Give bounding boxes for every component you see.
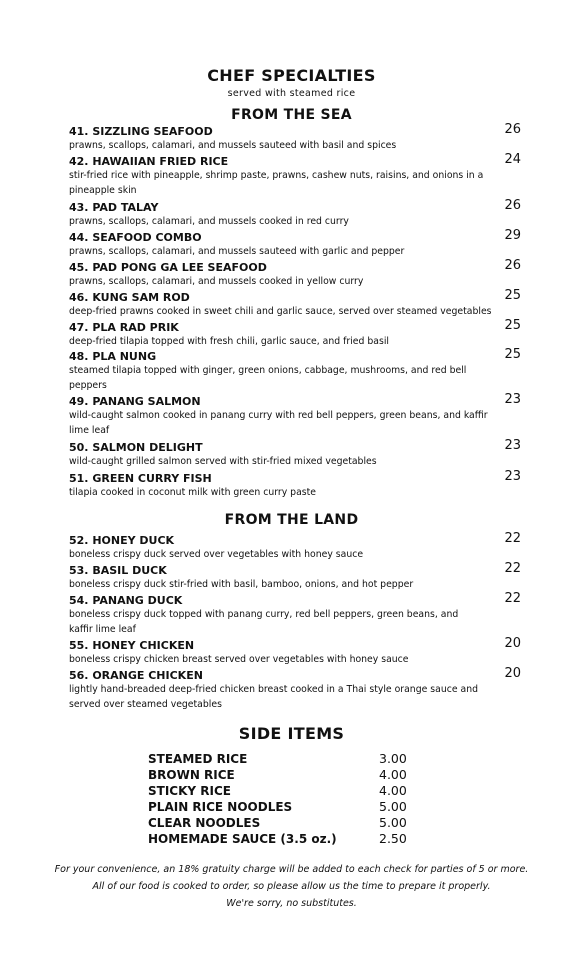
menu-item-desc: tilapia cooked in coconut milk with green curry paste xyxy=(69,487,316,498)
page-subtitle: served with steamed rice xyxy=(227,88,356,99)
menu-item-name: 49. PANANG SALMON xyxy=(69,395,201,408)
menu-item-price: 26 xyxy=(504,198,521,213)
footer-no-substitutes-note: We're sorry, no substitutes. xyxy=(226,898,357,909)
menu-item xyxy=(69,349,521,393)
menu-item-name: 41. SIZZLING SEAFOOD xyxy=(69,125,213,138)
menu-item xyxy=(69,471,521,501)
menu-item-desc: lightly hand-breaded deep-fried chicken breast cooked in a Thai style orange sauce and served over steamed vegetables xyxy=(69,684,478,710)
menu-item-price: 25 xyxy=(504,288,521,303)
menu-item-desc: prawns, scallops, calamari, and mussels sauteed with garlic and pepper xyxy=(69,246,405,257)
side-item-name: PLAIN RICE NOODLES xyxy=(148,800,293,814)
menu-item-price: 26 xyxy=(504,258,521,273)
footer-notes xyxy=(0,861,583,912)
side-item-name: CLEAR NOODLES xyxy=(148,816,261,830)
menu-item-desc: boneless crispy duck stir-fried with basil, bamboo, onions, and hot pepper xyxy=(69,579,414,590)
side-item-price: 4.00 xyxy=(379,783,407,798)
side-item-name: STEAMED RICE xyxy=(148,752,248,766)
side-item xyxy=(148,767,448,783)
section-title-sides: SIDE ITEMS xyxy=(238,724,345,743)
side-item-price: 2.50 xyxy=(379,831,407,846)
menu-item-name: 50. SALMON DELIGHT xyxy=(69,441,203,454)
menu-item xyxy=(69,290,521,320)
side-item xyxy=(148,815,448,831)
menu-item-name: 54. PANANG DUCK xyxy=(69,594,183,607)
footer-cooked-to-order-note: All of our food is cooked to order, so please allow us the time to prepare it properly. xyxy=(92,881,491,892)
menu-item-price: 22 xyxy=(504,591,521,606)
section-title-land: FROM THE LAND xyxy=(224,512,359,528)
page-title: CHEF SPECIALTIES xyxy=(207,66,376,85)
menu-item xyxy=(69,394,521,438)
menu-item-price: 23 xyxy=(504,438,521,453)
menu-item-price: 23 xyxy=(504,469,521,484)
side-item xyxy=(148,751,448,767)
menu-item-name: 44. SEAFOOD COMBO xyxy=(69,231,202,244)
menu-item-price: 26 xyxy=(504,122,521,137)
side-item xyxy=(148,799,448,815)
menu-item-price: 25 xyxy=(504,347,521,362)
menu-item xyxy=(69,154,521,198)
menu-item-desc: prawns, scallops, calamari, and mussels cooked in red curry xyxy=(69,216,349,227)
side-item xyxy=(148,783,448,799)
menu-item-name: 56. ORANGE CHICKEN xyxy=(69,669,203,682)
menu-item xyxy=(69,563,521,593)
menu-item-price: 23 xyxy=(504,392,521,407)
side-item-price: 3.00 xyxy=(379,751,407,766)
side-item-price: 5.00 xyxy=(379,799,407,814)
menu-item-desc: boneless crispy duck topped with panang curry, red bell peppers, green beans, and kaffir lime leaf xyxy=(69,609,459,635)
menu-item-desc: boneless crispy duck served over vegetables with honey sauce xyxy=(69,549,364,560)
menu-item-name: 43. PAD TALAY xyxy=(69,201,159,214)
menu-item-name: 42. HAWAIIAN FRIED RICE xyxy=(69,155,229,168)
side-item-price: 5.00 xyxy=(379,815,407,830)
menu-item-desc: stir-fried rice with pineapple, shrimp paste, prawns, cashew nuts, raisins, and onions in a pineapple skin xyxy=(69,170,484,196)
menu-item-price: 29 xyxy=(504,228,521,243)
menu-item-name: 45. PAD PONG GA LEE SEAFOOD xyxy=(69,261,267,274)
side-item-name: STICKY RICE xyxy=(148,784,231,798)
menu-item xyxy=(69,638,521,668)
menu-item-desc: prawns, scallops, calamari, and mussels cooked in yellow curry xyxy=(69,276,364,287)
menu-item-name: 53. BASIL DUCK xyxy=(69,564,167,577)
menu-item-price: 22 xyxy=(504,531,521,546)
footer-gratuity-note: For your convenience, an 18% gratuity charge will be added to each check for parties of 5 or more. xyxy=(54,864,529,875)
menu-item-desc: prawns, scallops, calamari, and mussels sauteed with basil and spices xyxy=(69,140,397,151)
menu-item-name: 51. GREEN CURRY FISH xyxy=(69,472,212,485)
menu-item-desc: wild-caught grilled salmon served with stir-fried mixed vegetables xyxy=(69,456,377,467)
section-title-sea: FROM THE SEA xyxy=(231,107,352,123)
menu-item xyxy=(69,320,521,350)
menu-item-name: 46. KUNG SAM ROD xyxy=(69,291,190,304)
side-item-name: HOMEMADE SAUCE (3.5 oz.) xyxy=(148,832,337,846)
menu-item-desc: wild-caught salmon cooked in panang curry with red bell peppers, green beans, and kaffir lime leaf xyxy=(69,410,488,436)
menu-item-desc: deep-fried tilapia topped with fresh chili, garlic sauce, and fried basil xyxy=(69,336,389,347)
menu-item xyxy=(69,124,521,154)
side-item-name: BROWN RICE xyxy=(148,768,235,782)
menu-item xyxy=(69,200,521,230)
menu-item-name: 48. PLA NUNG xyxy=(69,350,157,363)
menu-item-name: 47. PLA RAD PRIK xyxy=(69,321,179,334)
menu-item-price: 20 xyxy=(504,666,521,681)
menu-item-desc: steamed tilapia topped with ginger, green onions, cabbage, mushrooms, and red bell peppers xyxy=(69,365,467,391)
menu-item xyxy=(69,440,521,470)
menu-item-price: 24 xyxy=(504,152,521,167)
menu-item xyxy=(69,230,521,260)
menu-item xyxy=(69,593,521,637)
menu-item xyxy=(69,260,521,290)
menu-item-name: 52. HONEY DUCK xyxy=(69,534,175,547)
menu-item xyxy=(69,533,521,563)
menu-item-price: 20 xyxy=(504,636,521,651)
menu-item-price: 25 xyxy=(504,318,521,333)
menu-item xyxy=(69,668,521,712)
menu-item-desc: boneless crispy chicken breast served over vegetables with honey sauce xyxy=(69,654,409,665)
menu-item-desc: deep-fried prawns cooked in sweet chili and garlic sauce, served over steamed vegetables xyxy=(69,306,492,317)
menu-item-name: 55. HONEY CHICKEN xyxy=(69,639,195,652)
side-item-price: 4.00 xyxy=(379,767,407,782)
side-item xyxy=(148,831,448,847)
menu-item-price: 22 xyxy=(504,561,521,576)
side-items-list xyxy=(148,751,448,847)
